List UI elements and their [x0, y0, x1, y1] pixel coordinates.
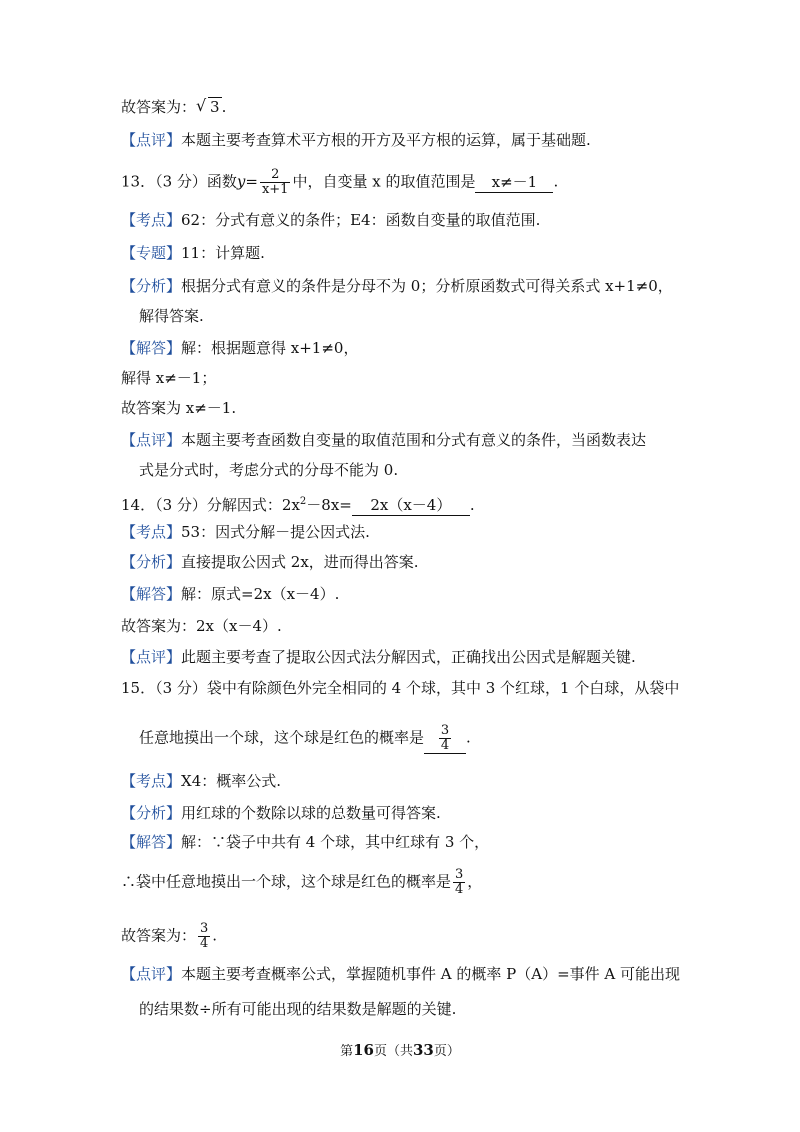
review-line — [121, 130, 591, 150]
question-15-text: 15．（3 分）袋中有除颜色外完全相同的 4 个球，其中 3 个红球，1 个白球，从袋中 — [121, 679, 680, 697]
page-footer — [0, 1040, 800, 1059]
answer-label: 故答案为： — [121, 926, 197, 945]
tag-review: 【点评】 — [121, 648, 182, 666]
answer-text: 故答案为 x≠－1. — [121, 399, 237, 417]
solution-line-2 — [121, 368, 216, 388]
tag-jieda: 【解答】 — [121, 339, 182, 357]
tag-fenxi: 【分析】 — [121, 804, 182, 822]
denominator: 4 — [200, 936, 209, 951]
fraction — [439, 724, 451, 753]
sqrt-icon: √ — [196, 96, 207, 115]
exponent: 2 — [299, 496, 307, 507]
footer-prefix: 第 — [340, 1044, 354, 1059]
question-15-line-2 — [139, 724, 471, 754]
question-13 — [121, 168, 558, 197]
review-line — [121, 647, 636, 667]
total-pages: 33 — [413, 1041, 434, 1059]
answer-line — [121, 398, 236, 418]
fenxi-text-2: 解得答案. — [139, 307, 204, 325]
page-number: 16 — [353, 1041, 374, 1059]
solution-line-2 — [121, 868, 482, 897]
numerator: 3 — [440, 723, 450, 738]
review-text: 本题主要考查算术平方根的开方及平方根的运算，属于基础题. — [181, 131, 591, 149]
kaodian-text: 62：分式有意义的条件；E4：函数自变量的取值范围. — [181, 211, 541, 229]
review-line-2 — [139, 460, 398, 480]
tag-jieda: 【解答】 — [121, 833, 182, 851]
fenxi-text: 直接提取公因式 2x，进而得出答案. — [181, 553, 419, 571]
denominator: x+1 — [261, 182, 289, 197]
period: . — [553, 172, 559, 191]
function-symbol: y= — [236, 172, 258, 191]
question-14 — [121, 492, 475, 516]
denominator: 4 — [455, 882, 464, 897]
tag-jieda: 【解答】 — [121, 585, 182, 603]
solution-text-2: ∴袋中任意地摸出一个球，这个球是红色的概率是 — [121, 872, 452, 891]
fraction — [260, 168, 291, 197]
review-line — [121, 430, 646, 450]
tag-review: 【点评】 — [121, 131, 182, 149]
review-text: 本题主要考查概率公式，掌握随机事件 A 的概率 P（A）=事件 A 可能出现 — [181, 965, 681, 983]
comma: ， — [467, 872, 483, 891]
kaodian-line — [121, 210, 540, 230]
fenxi-text: 用红球的个数除以球的总数量可得答案. — [181, 804, 441, 822]
answer-blank — [424, 724, 466, 754]
sqrt-expression — [196, 97, 222, 117]
review-line-2 — [139, 999, 456, 1019]
answer-blank: 2x（x－4） — [352, 495, 470, 516]
solution-text-2: 解得 x≠－1； — [121, 369, 217, 387]
review-text: 本题主要考查函数自变量的取值范围和分式有意义的条件，当函数表达 — [181, 431, 647, 449]
period: . — [469, 496, 475, 514]
tag-kaodian: 【考点】 — [121, 211, 182, 229]
period: . — [466, 728, 471, 747]
answer-text: 故答案为：2x（x－4）. — [121, 617, 282, 635]
jieda-text: 解：根据题意得 x+1≠0， — [181, 339, 359, 357]
zhuanti-line — [121, 243, 265, 263]
numerator: 2 — [260, 168, 291, 183]
tag-review: 【点评】 — [121, 965, 182, 983]
fraction — [198, 922, 210, 951]
question-13-text: 中，自变量 x 的取值范围是 — [292, 172, 476, 191]
review-text-2: 式是分式时，考虑分式的分母不能为 0. — [139, 461, 399, 479]
question-15 — [121, 678, 679, 698]
jieda-text: 解：∵袋子中共有 4 个球，其中红球有 3 个， — [181, 833, 490, 851]
tag-kaodian: 【考点】 — [121, 523, 182, 541]
answer-line — [121, 97, 226, 117]
kaodian-line — [121, 771, 281, 791]
kaodian-text: X4：概率公式. — [181, 772, 282, 790]
numerator: 3 — [200, 921, 209, 936]
answer-label: 故答案为： — [121, 98, 197, 116]
question-14-text: －8x= — [306, 496, 352, 514]
kaodian-line — [121, 522, 370, 542]
fenxi-text: 根据分式有意义的条件是分母不为 0；分析原函数式可得关系式 x+1≠0， — [181, 277, 673, 295]
jieda-text: 解：原式=2x（x－4）. — [181, 585, 340, 603]
fenxi-line — [121, 276, 673, 296]
period: . — [221, 98, 227, 116]
tag-fenxi: 【分析】 — [121, 277, 182, 295]
numerator: 3 — [455, 867, 464, 882]
fenxi-line-2 — [139, 306, 204, 326]
tag-zhuanti: 【专题】 — [121, 244, 182, 262]
zhuanti-text: 11：计算题. — [181, 244, 265, 262]
tag-review: 【点评】 — [121, 431, 182, 449]
denominator: 4 — [440, 738, 450, 753]
review-line — [121, 964, 680, 984]
radicand: 3 — [210, 98, 220, 116]
jieda-line — [121, 584, 339, 604]
fraction — [453, 868, 465, 897]
question-14-prefix: 14．（3 分）分解因式：2x — [121, 496, 300, 514]
answer-line — [121, 616, 282, 636]
footer-suffix: 页） — [433, 1044, 460, 1059]
kaodian-text: 53：因式分解－提公因式法. — [181, 523, 370, 541]
fenxi-line — [121, 552, 419, 572]
review-text: 此题主要考查了提取公因式法分解因式，正确找出公因式是解题关键. — [181, 648, 636, 666]
answer-line — [121, 922, 217, 951]
jieda-line — [121, 832, 489, 852]
tag-fenxi: 【分析】 — [121, 553, 182, 571]
period: . — [212, 926, 218, 945]
question-15-text-2: 任意地摸出一个球，这个球是红色的概率是 — [139, 728, 425, 747]
footer-middle: 页（共 — [373, 1044, 413, 1059]
question-13-prefix: 13．（3 分）函数 — [121, 172, 237, 191]
tag-kaodian: 【考点】 — [121, 772, 182, 790]
review-text-2: 的结果数÷所有可能出现的结果数是解题的关键. — [139, 1000, 457, 1018]
fenxi-line — [121, 803, 441, 823]
jieda-line — [121, 338, 358, 358]
answer-blank: x≠－1 — [475, 172, 553, 193]
